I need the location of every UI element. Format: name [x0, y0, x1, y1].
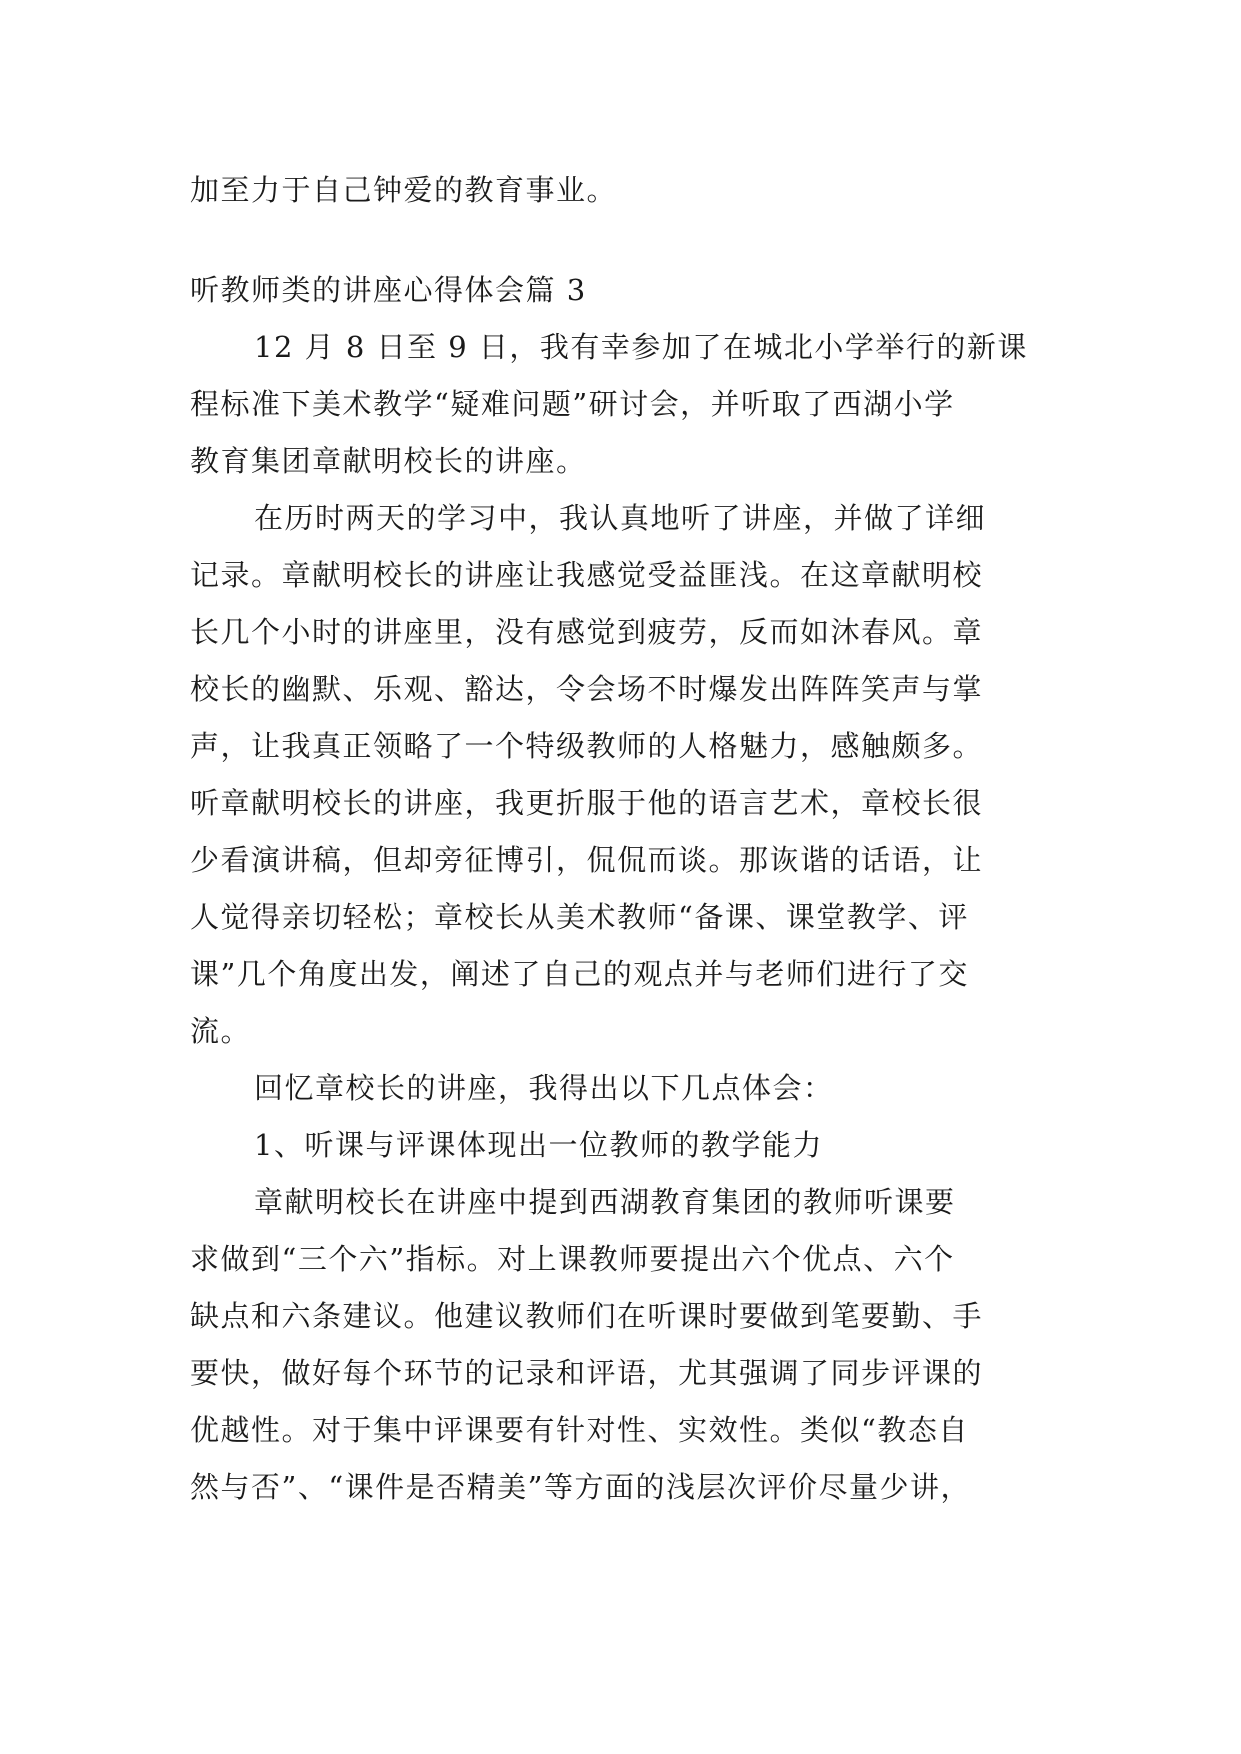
paragraph-2-line-8: 人觉得亲切轻松；章校长从美术教师“备课、课堂教学、评 [190, 900, 969, 934]
section-gap [190, 219, 1060, 262]
paragraph-5-line-5: 优越性。对于集中评课要有针对性、实效性。类似“教态自 [190, 1413, 969, 1447]
paragraph-2-line-3: 长几个小时的讲座里，没有感觉到疲劳，反而如沐春风。章 [190, 615, 984, 649]
paragraph-3-line-1: 回忆章校长的讲座，我得出以下几点体会： [254, 1071, 834, 1105]
paragraph-2-line-1: 在历时两天的学习中，我认真地听了讲座，并做了详细 [254, 501, 987, 535]
paragraph-2-line-2: 记录。章献明校长的讲座让我感觉受益匪浅。在这章献明校 [190, 558, 984, 592]
paragraph-2-line-4: 校长的幽默、乐观、豁达，令会场不时爆发出阵阵笑声与掌 [190, 672, 984, 706]
paragraph-2-line-5: 声，让我真正领略了一个特级教师的人格魅力，感触颇多。 [190, 729, 984, 763]
paragraph-1-line-1: 12 月 8 日至 9 日，我有幸参加了在城北小学举行的新课 [254, 330, 1028, 364]
paragraph-5-line-1: 章献明校长在讲座中提到西湖教育集团的教师听课要 [254, 1185, 956, 1219]
document-body [190, 162, 1060, 1516]
paragraph-5-line-6: 然与否”、“课件是否精美”等方面的浅层次评价尽量少讲， [190, 1470, 971, 1504]
paragraph-5-line-2: 求做到“三个六”指标。对上课教师要提出六个优点、六个 [190, 1242, 955, 1276]
paragraph-2-line-7: 少看演讲稿，但却旁征博引，侃侃而谈。那诙谐的话语，让 [190, 843, 984, 877]
paragraph-5-line-4: 要快，做好每个环节的记录和评语，尤其强调了同步评课的 [190, 1356, 984, 1390]
paragraph-2-line-10: 流。 [190, 1014, 252, 1048]
paragraph-5-line-3: 缺点和六条建议。他建议教师们在听课时要做到笔要勤、手 [190, 1299, 984, 1333]
paragraph-1-line-3: 教育集团章献明校长的讲座。 [190, 444, 587, 478]
paragraph-2-line-6: 听章献明校长的讲座，我更折服于他的语言艺术，章校长很 [190, 786, 984, 820]
section-heading: 听教师类的讲座心得体会篇 3 [190, 273, 587, 307]
paragraph-2-line-9: 课”几个角度出发，阐述了自己的观点并与老师们进行了交 [190, 957, 969, 991]
paragraph-4-line-1: 1、听课与评课体现出一位教师的教学能力 [254, 1128, 823, 1162]
paragraph-1-line-2: 程标准下美术教学“疑难问题”研讨会，并听取了西湖小学 [190, 387, 955, 421]
text-line: 加至力于自己钟爱的教育事业。 [190, 173, 618, 207]
